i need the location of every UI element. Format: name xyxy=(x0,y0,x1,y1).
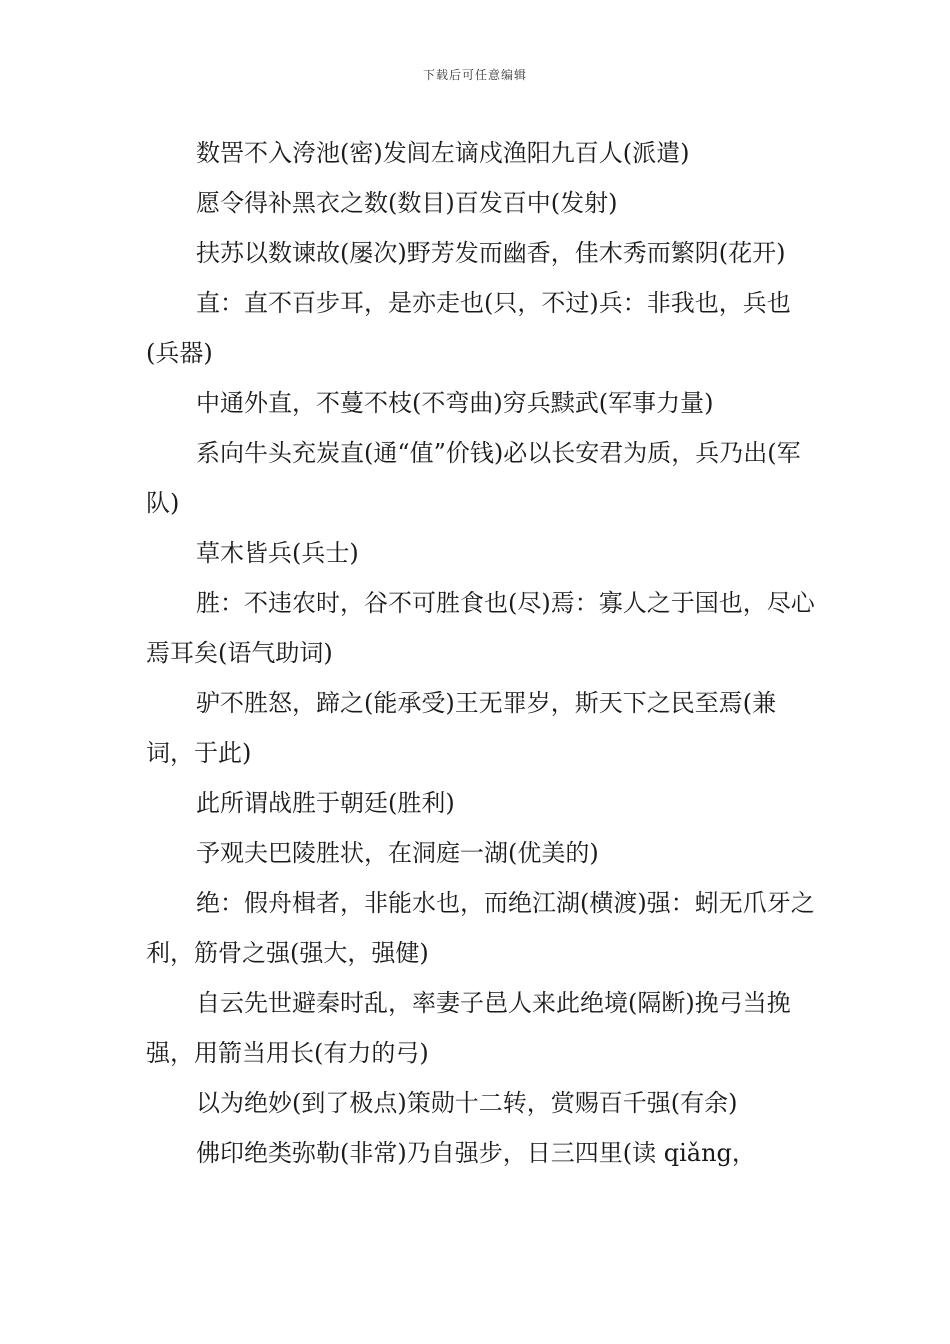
paragraph: 愿令得补黑衣之数(数目)百发百中(发射) xyxy=(196,189,618,217)
paragraph: 扶苏以数谏故(屡次)野芳发而幽香，佳木秀而繁阴(花开) xyxy=(196,239,786,267)
paragraph: 以为绝妙(到了极点)策勋十二转，赏赐百千强(有余) xyxy=(196,1089,738,1117)
paragraph: 绝：假舟楫者，非能水也，而绝江湖(横渡)强：蚓无爪牙之利，筋骨之强(强大，强健) xyxy=(146,889,815,967)
paragraph: 中通外直，不蔓不枝(不弯曲)穷兵黩武(军事力量) xyxy=(196,389,714,417)
paragraph: 胜：不违农时，谷不可胜食也(尽)焉：寡人之于国也，尽心焉耳矣(语气助词) xyxy=(146,589,815,667)
paragraph: 系向牛头充炭直(通“值”价钱)必以长安君为质，兵乃出(军队) xyxy=(146,439,801,517)
page-header-note: 下载后可任意编辑 xyxy=(422,68,527,82)
paragraph: 草木皆兵(兵士) xyxy=(196,539,359,567)
paragraph: 数罟不入洿池(密)发闾左谪戍渔阳九百人(派遣) xyxy=(196,139,690,167)
paragraph: 予观夫巴陵胜状，在洞庭一湖(优美的) xyxy=(196,839,599,867)
paragraph: 佛印绝类弥勒(非常)乃自强步，日三四里(读 qiǎng， xyxy=(196,1139,756,1167)
document-body xyxy=(146,128,818,1178)
paragraph: 自云先世避秦时乱，率妻子邑人来此绝境(隔断)挽弓当挽强，用箭当用长(有力的弓) xyxy=(146,989,791,1067)
paragraph: 驴不胜怒，蹄之(能承受)王无罪岁，斯天下之民至焉(兼词，于此) xyxy=(146,689,777,767)
paragraph: 此所谓战胜于朝廷(胜利) xyxy=(196,789,455,817)
paragraph: 直：直不百步耳，是亦走也(只，不过)兵：非我也，兵也(兵器) xyxy=(146,289,791,367)
